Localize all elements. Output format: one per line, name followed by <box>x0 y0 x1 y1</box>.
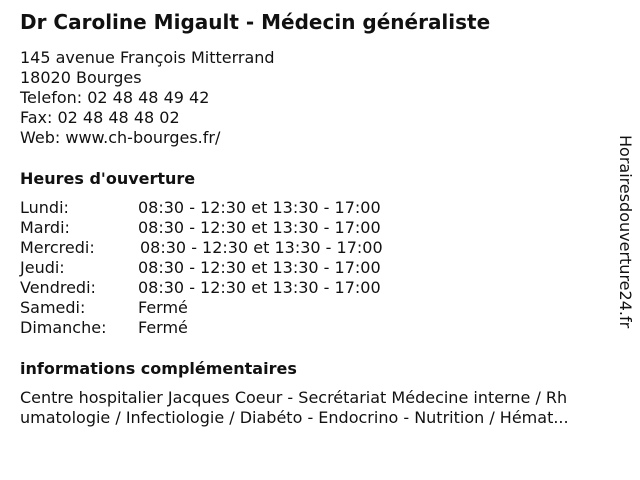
day-label: Samedi: <box>20 298 86 317</box>
day-label: Jeudi: <box>20 258 65 277</box>
hours-row-samedi <box>20 298 612 318</box>
address-city: 18020 Bourges <box>20 68 142 87</box>
day-hours: 08:30 - 12:30 et 13:30 - 17:00 <box>140 238 383 257</box>
info-heading: informations complémentaires <box>20 359 297 378</box>
fax-number: Fax: 02 48 48 48 02 <box>20 108 180 127</box>
hours-row-mercredi <box>20 238 612 258</box>
day-label: Mercredi: <box>20 238 95 257</box>
info-line-1: Centre hospitalier Jacques Coeur - Secrétariat Médecine interne / Rh <box>20 388 568 407</box>
hours-heading: Heures d'ouverture <box>20 169 196 188</box>
day-label: Vendredi: <box>20 278 96 297</box>
hours-row-jeudi <box>20 258 612 278</box>
day-hours: 08:30 - 12:30 et 13:30 - 17:00 <box>138 258 381 277</box>
day-label: Mardi: <box>20 218 70 237</box>
day-label: Dimanche: <box>20 318 107 337</box>
hours-row-dimanche <box>20 318 612 338</box>
hours-row-lundi <box>20 198 612 218</box>
hours-row-vendredi <box>20 278 612 298</box>
phone-number[interactable]: Telefon: 02 48 48 49 42 <box>20 88 210 107</box>
address-street: 145 avenue François Mitterrand <box>20 48 275 67</box>
day-label: Lundi: <box>20 198 69 217</box>
hours-row-mardi <box>20 218 612 238</box>
hours-table <box>20 198 612 338</box>
day-hours: Fermé <box>138 298 188 317</box>
info-description <box>20 388 630 428</box>
day-hours: 08:30 - 12:30 et 13:30 - 17:00 <box>138 278 381 297</box>
day-hours: 08:30 - 12:30 et 13:30 - 17:00 <box>138 198 381 217</box>
day-hours: Fermé <box>138 318 188 337</box>
day-hours: 08:30 - 12:30 et 13:30 - 17:00 <box>138 218 381 237</box>
page-title: Dr Caroline Migault - Médecin généraliste <box>20 10 491 34</box>
website-link[interactable]: Web: www.ch-bourges.fr/ <box>20 128 221 147</box>
site-brand-watermark: Horairesdouverture24.fr <box>616 135 635 329</box>
listing-card <box>20 8 612 428</box>
info-line-2: umatologie / Infectiologie / Diabéto - Endocrino - Nutrition / Hémat... <box>20 408 569 427</box>
